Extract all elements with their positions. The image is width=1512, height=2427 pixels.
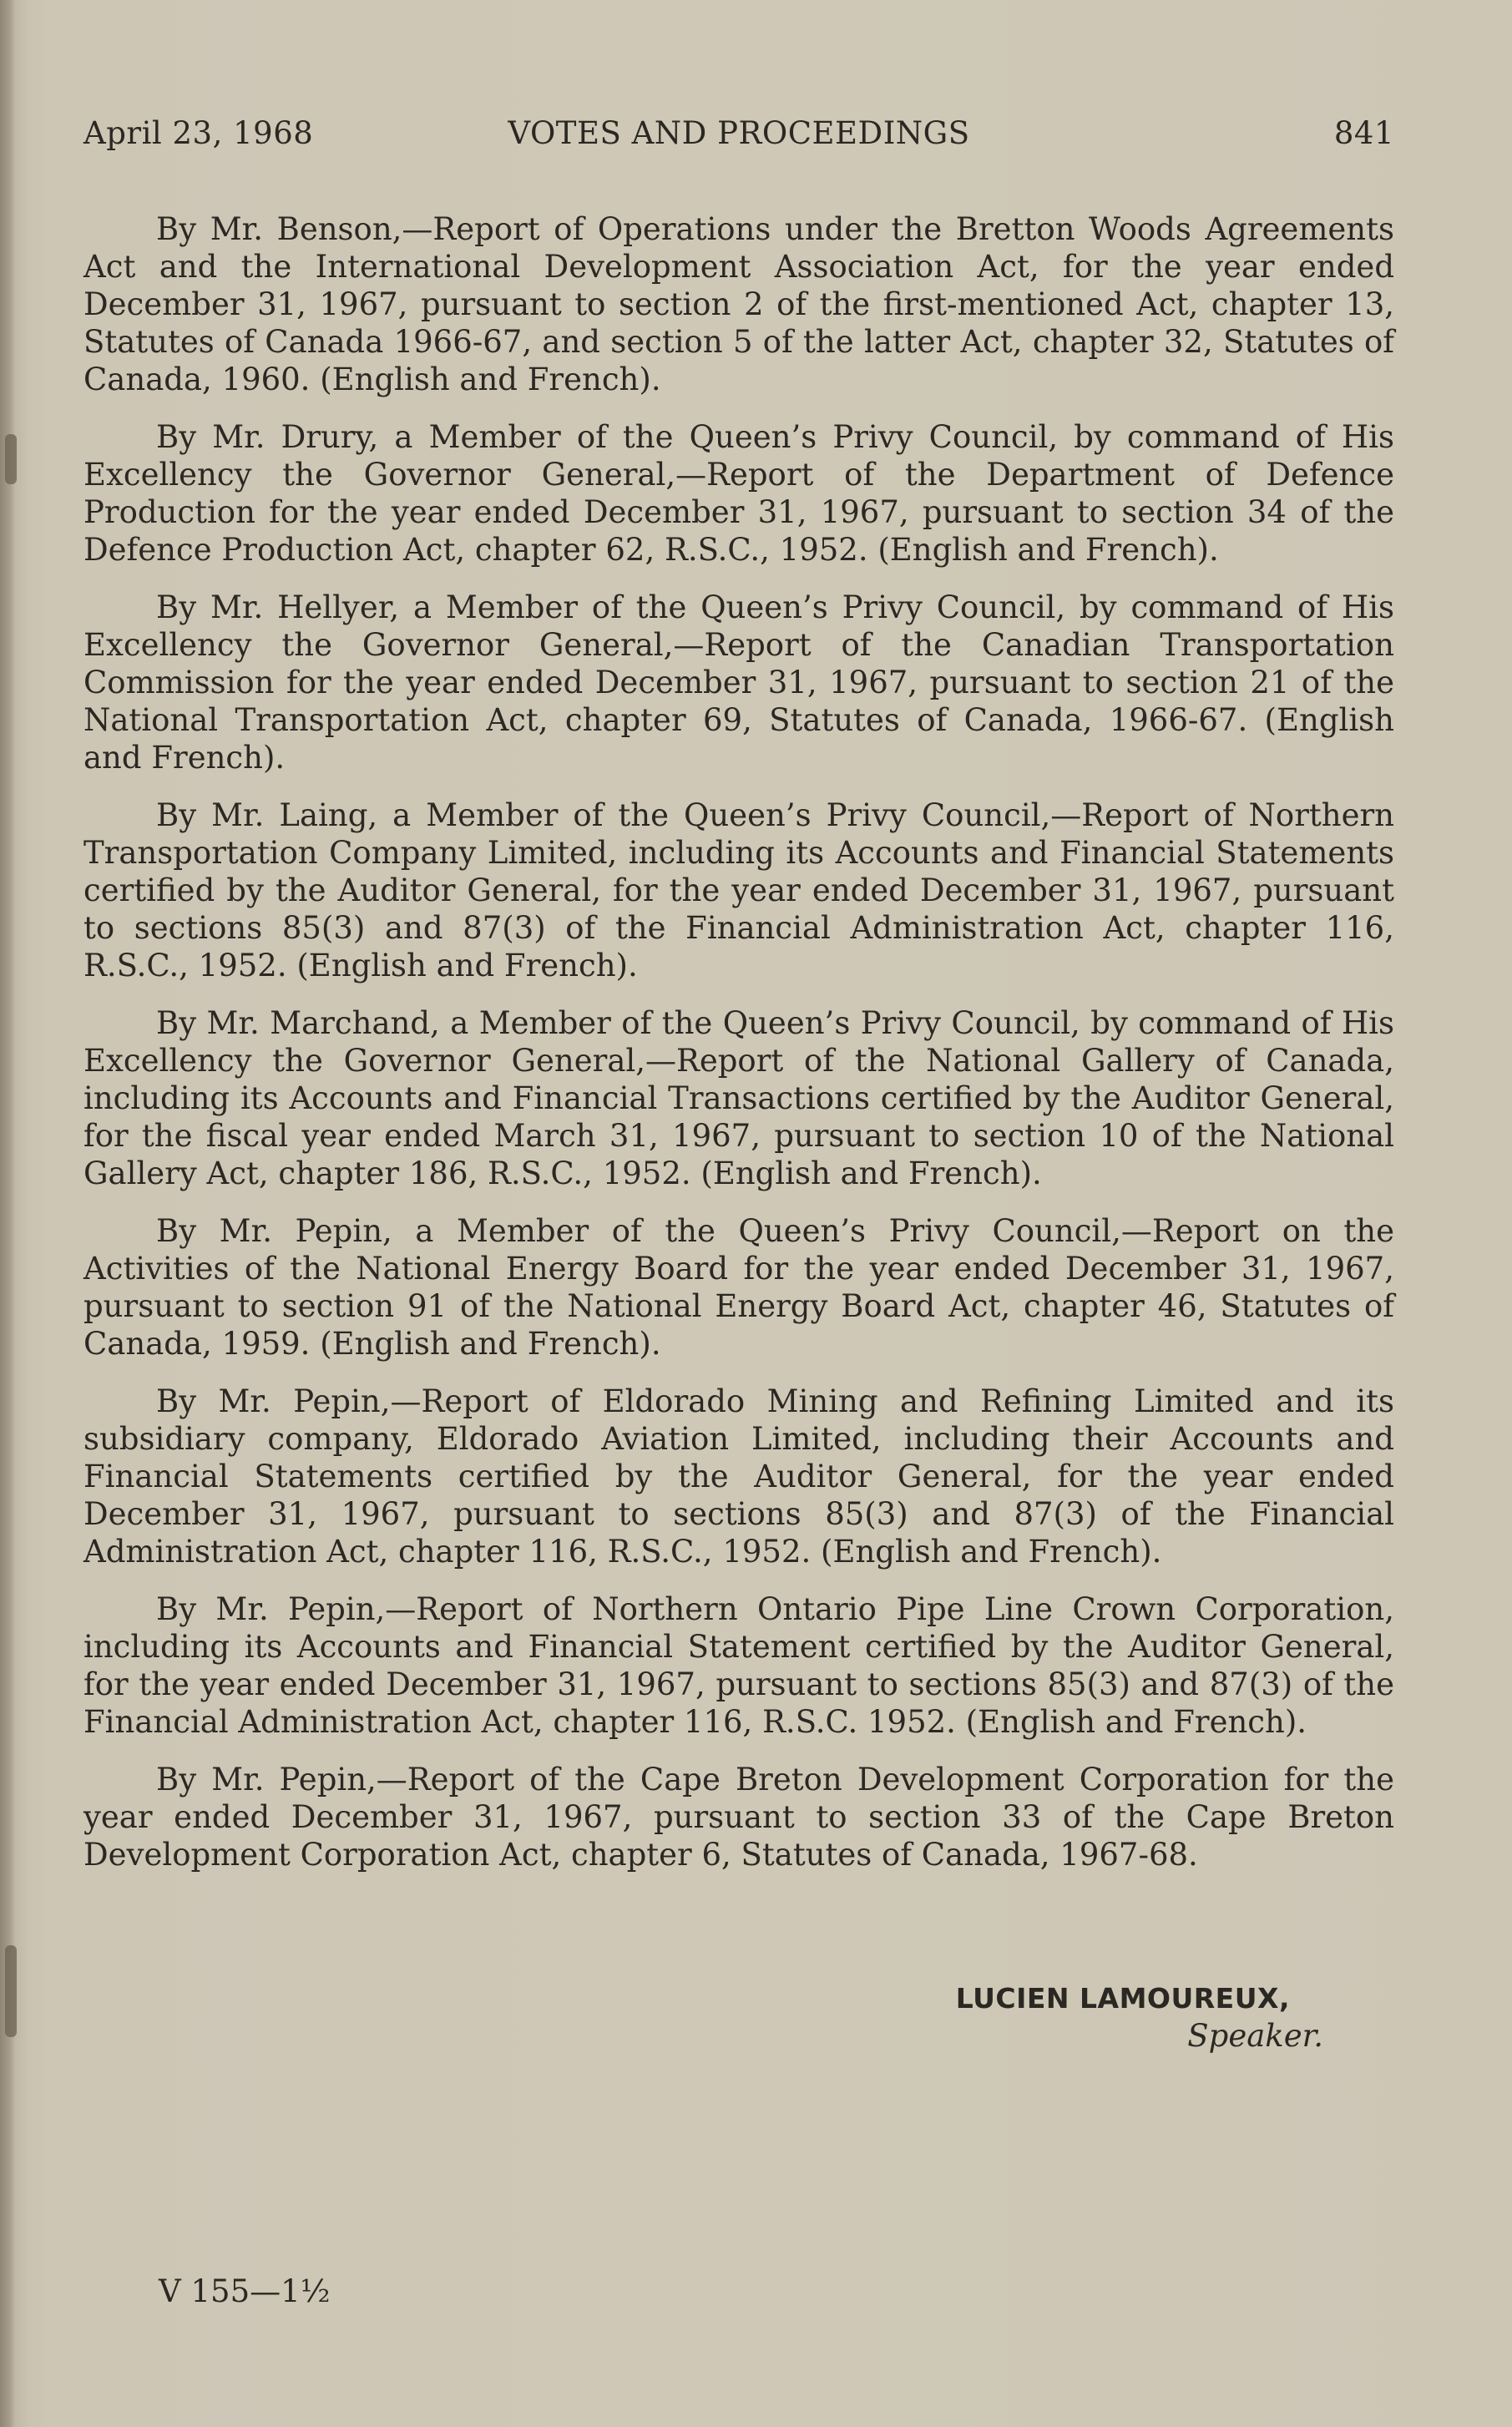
signatory-name: LUCIEN LAMOUREUX, (955, 1982, 1290, 2015)
document-body (83, 210, 1394, 1894)
paragraph: By Mr. Pepin,—Report of the Cape Breton Development Corporation for the year ended December 31, 1967, pursuant to section 33 of the Cape Breton Development Corporation Act, chapter 6, Statutes of Canada, 1967-68. (83, 1762, 1394, 1873)
paragraph: By Mr. Drury, a Member of the Queen’s Privy Council, by command of His Excellency the Governor General,—Report of the Department of Defence Production for the year ended December 31, 1967, pursuant to section 34 of the Defence Production Act, chapter 62, R.S.C., 1952. (English and French). (83, 419, 1394, 568)
page-binding-edge (0, 0, 15, 2427)
paragraph: By Mr. Marchand, a Member of the Queen’s Privy Council, by command of His Excellency the Governor General,—Report of the National Gallery of Canada, including its Accounts and Financial Transactions certified by the Auditor General, for the fiscal year ended March 31, 1967, pursuant to section 10 of the National Gallery Act, chapter 186, R.S.C., 1952. (English and French). (83, 1005, 1394, 1191)
signatory-title: Speaker. (1187, 2018, 1323, 2054)
paragraph: By Mr. Benson,—Report of Operations under the Bretton Woods Agreements Act and the International Development Association Act, for the year ended December 31, 1967, pursuant to section 2 of the first-mentioned Act, chapter 13, Statutes of Canada 1966-67, and section 5 of the latter Act, chapter 32, Statutes of Canada, 1960. (English and French). (83, 211, 1394, 397)
page-number: 841 (1333, 115, 1394, 151)
sheet-mark: V 155—1½ (159, 2273, 331, 2309)
signature-block (83, 1980, 1323, 2055)
binding-mark (5, 1945, 17, 2037)
header-date: April 23, 1968 (83, 115, 314, 151)
paragraph: By Mr. Laing, a Member of the Queen’s Privy Council,—Report of Northern Transportation Company Limited, including its Accounts and Financial Statements certified by the Auditor General, for the year ended December 31, 1967, pursuant to sections 85(3) and 87(3) of the Financial Administration Act, chapter 116, R.S.C., 1952. (English and French). (83, 797, 1394, 983)
paragraph: By Mr. Pepin,—Report of Northern Ontario Pipe Line Crown Corporation, including its Accounts and Financial Statement certified by the Auditor General, for the year ended December 31, 1967, pursuant to sections 85(3) and 87(3) of the Financial Administration Act, chapter 116, R.S.C. 1952. (English and French). (83, 1591, 1394, 1740)
paragraph: By Mr. Hellyer, a Member of the Queen’s Privy Council, by command of His Excellency the Governor General,—Report of the Canadian Transportation Commission for the year ended December 31, 1967, pursuant to section 21 of the National Transportation Act, chapter 69, Statutes of Canada, 1966-67. (English and French). (83, 589, 1394, 776)
paragraph: By Mr. Pepin, a Member of the Queen’s Privy Council,—Report on the Activities of the National Energy Board for the year ended December 31, 1967, pursuant to section 91 of the National Energy Board Act, chapter 46, Statutes of Canada, 1959. (English and French). (83, 1213, 1394, 1362)
binding-mark (5, 434, 17, 484)
paragraph: By Mr. Pepin,—Report of Eldorado Mining and Refining Limited and its subsidiary company, Eldorado Aviation Limited, including their Accounts and Financial Statements certified by the Auditor General, for the year ended December 31, 1967, pursuant to sections 85(3) and 87(3) of the Financial Administration Act, chapter 116, R.S.C., 1952. (English and French). (83, 1383, 1394, 1570)
header-title: VOTES AND PROCEEDINGS (508, 115, 970, 151)
page-header (83, 115, 1394, 157)
